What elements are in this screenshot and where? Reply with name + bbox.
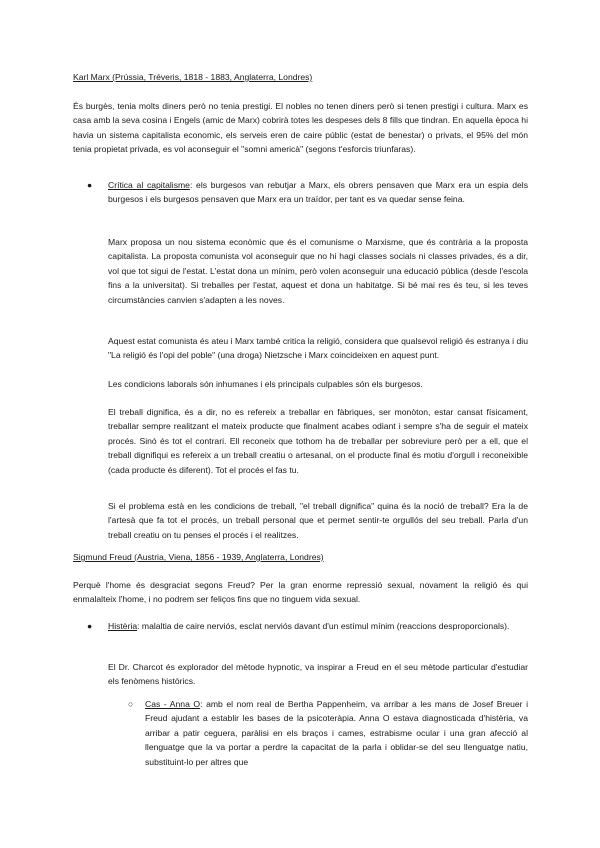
- sub-bullet-marker: ○: [128, 699, 134, 709]
- freud-intro-paragraph: Perquè l'home és desgraciat segons Freud? Per la gran enorme repressió sexual, novament la religió és qui enmalalteix l'home, i no podrem ser feliços fins que no tinguem vida sexual.: [73, 580, 528, 605]
- capitalism-critique-text: : els burgesos van rebutjar a Marx, els obrers pensaven que Marx era un espia dels burgesos i els burgesos pensaven que Marx era un traïdor, per tant es va quedar sense feina.: [108, 180, 528, 205]
- marx-work-notion-paragraph: Si el problema està en les condicions de treball, "el treball dignifica" quina és la noció de treball? Era la de l'artesà que fa tot el procés, un treball personal que et permet sentir-te orgullós del seu treball. Parla d'un treball creatiu on tu penses el procés i el realitzes.: [108, 501, 528, 540]
- anna-o-case-text: : amb el nom real de Bertha Pappenheim, va arribar a les mans de Josef Breuer i Freud ajudant a establir les bases de la psicoteràpia. Anna O estava diagnosticada d'histèria, va arribar a patir ceguera, paràlisi en els braços i cames, estrabisme ocular i una gran afecció al llenguatge que la va portar a perdre la capacitat de la parla i oblidar-se del seu llenguatge natiu, substituint-lo per altres que: [145, 699, 528, 767]
- capitalism-critique-item: [108, 178, 528, 207]
- marx-religion-paragraph: Aquest estat comunista és ateu i Marx també critica la religió, considera que qualsevol religió és estranya i diu "La religió és l'opi del poble" (una droga) Nietzsche i Marx coincideixen en aquest punt.: [108, 336, 528, 361]
- anna-o-case-term: Cas - Anna O: [145, 699, 201, 709]
- anna-o-case-item: [145, 697, 528, 769]
- freud-heading: Sigmund Freud (Austria, Viena, 1856 - 1939, Anglaterra, Londres): [73, 552, 324, 562]
- marx-heading: Karl Marx (Prússia, Tréveris, 1818 - 1883, Anglaterra, Londres): [73, 72, 313, 82]
- charcot-paragraph: El Dr. Charcot és explorador del mètode hypnotic, va inspirar a Freud en el seu mètode particular d'estudiar els fenòmens històrics.: [108, 662, 528, 687]
- capitalism-critique-term: Crítica al capitalisme: [108, 180, 190, 190]
- hysteria-item: [108, 619, 528, 633]
- marx-work-dignifies-paragraph: El treball dignifica, és a dir, no es refereix a treballar en fàbriques, ser monòton, estar cansat físicament, treballar sempre realitzant el mateix producte que finalment acabes odiant i sempre s'ha de seguir el mateix procés. Sinó és tot el contrari. Ell reconeix que tothom ha de treballar per sobreviure però per a ell, que el treball dignifiqui es refereix a un treball creatiu o artesanal, on el producte final és motiu d'orgull i reconeixible (cada producte és diferent). Tot el procés el fas tu.: [108, 407, 528, 475]
- marx-communism-paragraph: Marx proposa un nou sistema econòmic que és el comunisme o Marxisme, que és contrària a la proposta capitalista. La proposta comunista vol aconseguir que no hi hagi classes socials ni classes privades, és a dir, vol que tot sigui de l'estat. L'estat dona un mínim, però volen aconseguir una educació pública (desde l'escola fins a la universitat). Si treballes per l'estat, aquest et dona un habitatge. Si bé mai res és teu, si les teves circumstàncies canvien s'adapten a les noves.: [108, 237, 528, 305]
- bullet-marker: ●: [87, 621, 93, 631]
- marx-intro-paragraph: És burgès, tenia molts diners però no tenia prestigi. El nobles no tenen diners però si tenen prestigi i cultura. Marx es casa amb la seva cosina i Engels (amic de Marx) cobrirà totes les despeses dels 8 fills que tindran. En aquella època hi havia un sistema capitalista economic, els serveis eren de caire públic (estat de benestar) o privats, el 95% del món tenia propietat privada, es vol aconseguir el "somni americà" (segons t'esforcis triunfaras).: [73, 101, 528, 155]
- bullet-marker: ●: [87, 180, 93, 190]
- hysteria-term: Histèria: [108, 621, 138, 631]
- marx-labor-paragraph: Les condicions laborals són inhumanes i els principals culpables són els burgesos.: [108, 379, 423, 389]
- hysteria-text: : malaltia de caire nerviós, esclat nerviós davant d'un estímul mínim (reaccions desproporcionals).: [137, 621, 510, 631]
